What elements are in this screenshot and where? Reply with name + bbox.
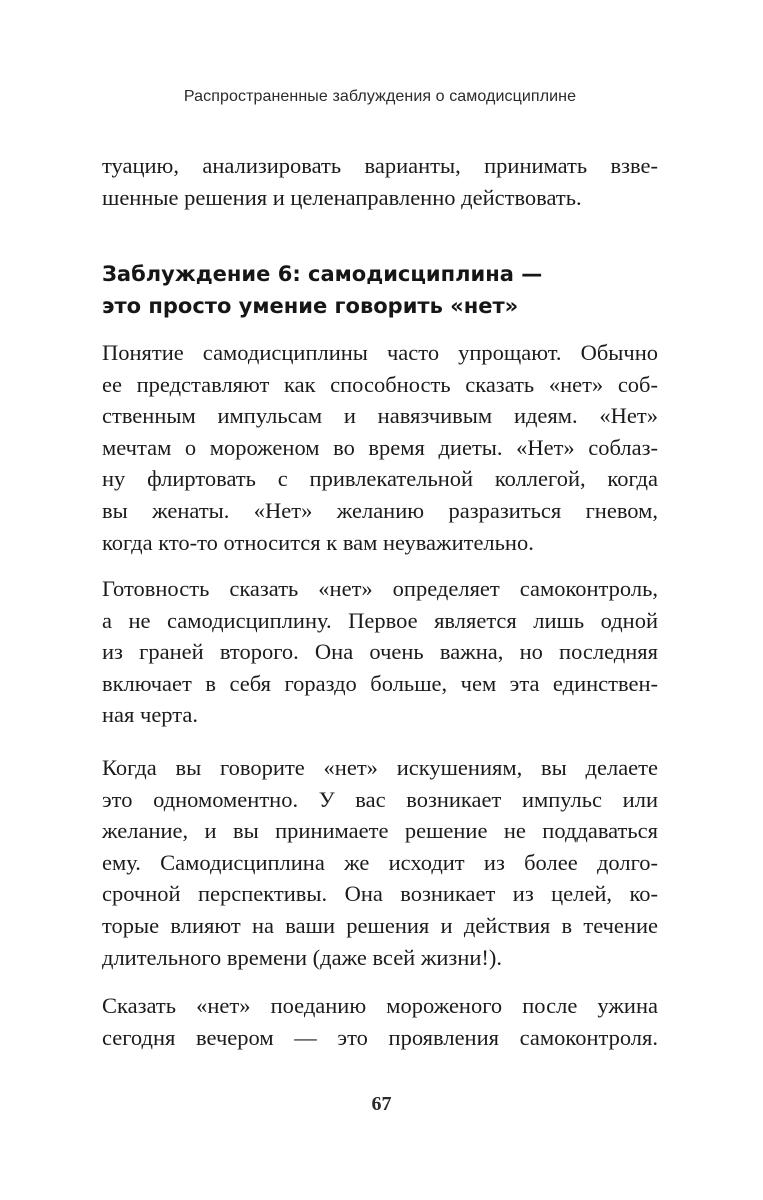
text-line: ну флиртовать с привлекательной коллегой, когда bbox=[102, 466, 658, 492]
paragraph-1 bbox=[102, 337, 658, 558]
text-line: длительного времени (даже всей жизни!). bbox=[102, 944, 503, 970]
text-line: торые влияют на ваши решения и действия в течение bbox=[102, 912, 658, 938]
text-line: желание, и вы принимаете решение не поддаваться bbox=[102, 818, 658, 844]
paragraph-4 bbox=[102, 990, 658, 1053]
text-line: сегодня вечером — это проявления самоконтроля. bbox=[102, 1024, 658, 1050]
text-line: включает в себя гораздо больше, чем эта единствен- bbox=[102, 670, 658, 696]
text-line: из граней второго. Она очень важна, но последняя bbox=[102, 639, 658, 665]
text-line: Сказать «нет» поеданию мороженого после ужина bbox=[102, 993, 658, 1018]
section-heading bbox=[102, 258, 658, 322]
text-line: шенные решения и целенаправленно действовать. bbox=[102, 184, 582, 210]
page-number: 67 bbox=[371, 1093, 392, 1115]
text-line: Когда вы говорите «нет» искушениям, вы делаете bbox=[102, 755, 658, 780]
text-line: срочной перспективы. Она возникает из целей, ко- bbox=[102, 881, 658, 907]
text-line: вы женаты. «Нет» желанию разразиться гневом, bbox=[102, 497, 658, 523]
text-line: когда кто-то относится к вам неуважительно. bbox=[102, 529, 534, 555]
text-line: ная черта. bbox=[102, 702, 198, 728]
paragraph-3 bbox=[102, 752, 658, 973]
text-line: ее представляют как способность сказать «нет» соб- bbox=[102, 371, 658, 397]
running-head: Распространенные заблуждения о самодисциплине bbox=[183, 88, 577, 105]
heading-line: Заблуждение 6: самодисциплина — bbox=[102, 262, 543, 286]
text-line: ственным импульсам и навязчивым идеям. «Нет» bbox=[102, 403, 658, 429]
intro-paragraph bbox=[102, 150, 658, 213]
text-line: ему. Самодисциплина же исходит из более долго- bbox=[102, 849, 658, 875]
text-line: туацию, анализировать варианты, принимать взве- bbox=[102, 153, 658, 178]
text-line: Понятие самодисциплины часто упрощают. Обычно bbox=[102, 340, 658, 365]
heading-line: это просто умение говорить «нет» bbox=[102, 294, 519, 318]
paragraph-2 bbox=[102, 573, 658, 731]
text-line: это одномоментно. У вас возникает импульс или bbox=[102, 786, 658, 812]
text-line: а не самодисциплину. Первое является лишь одной bbox=[102, 607, 658, 633]
text-line: Готовность сказать «нет» определяет самоконтроль, bbox=[102, 576, 658, 601]
text-line: мечтам о мороженом во время диеты. «Нет» соблаз- bbox=[102, 434, 658, 460]
